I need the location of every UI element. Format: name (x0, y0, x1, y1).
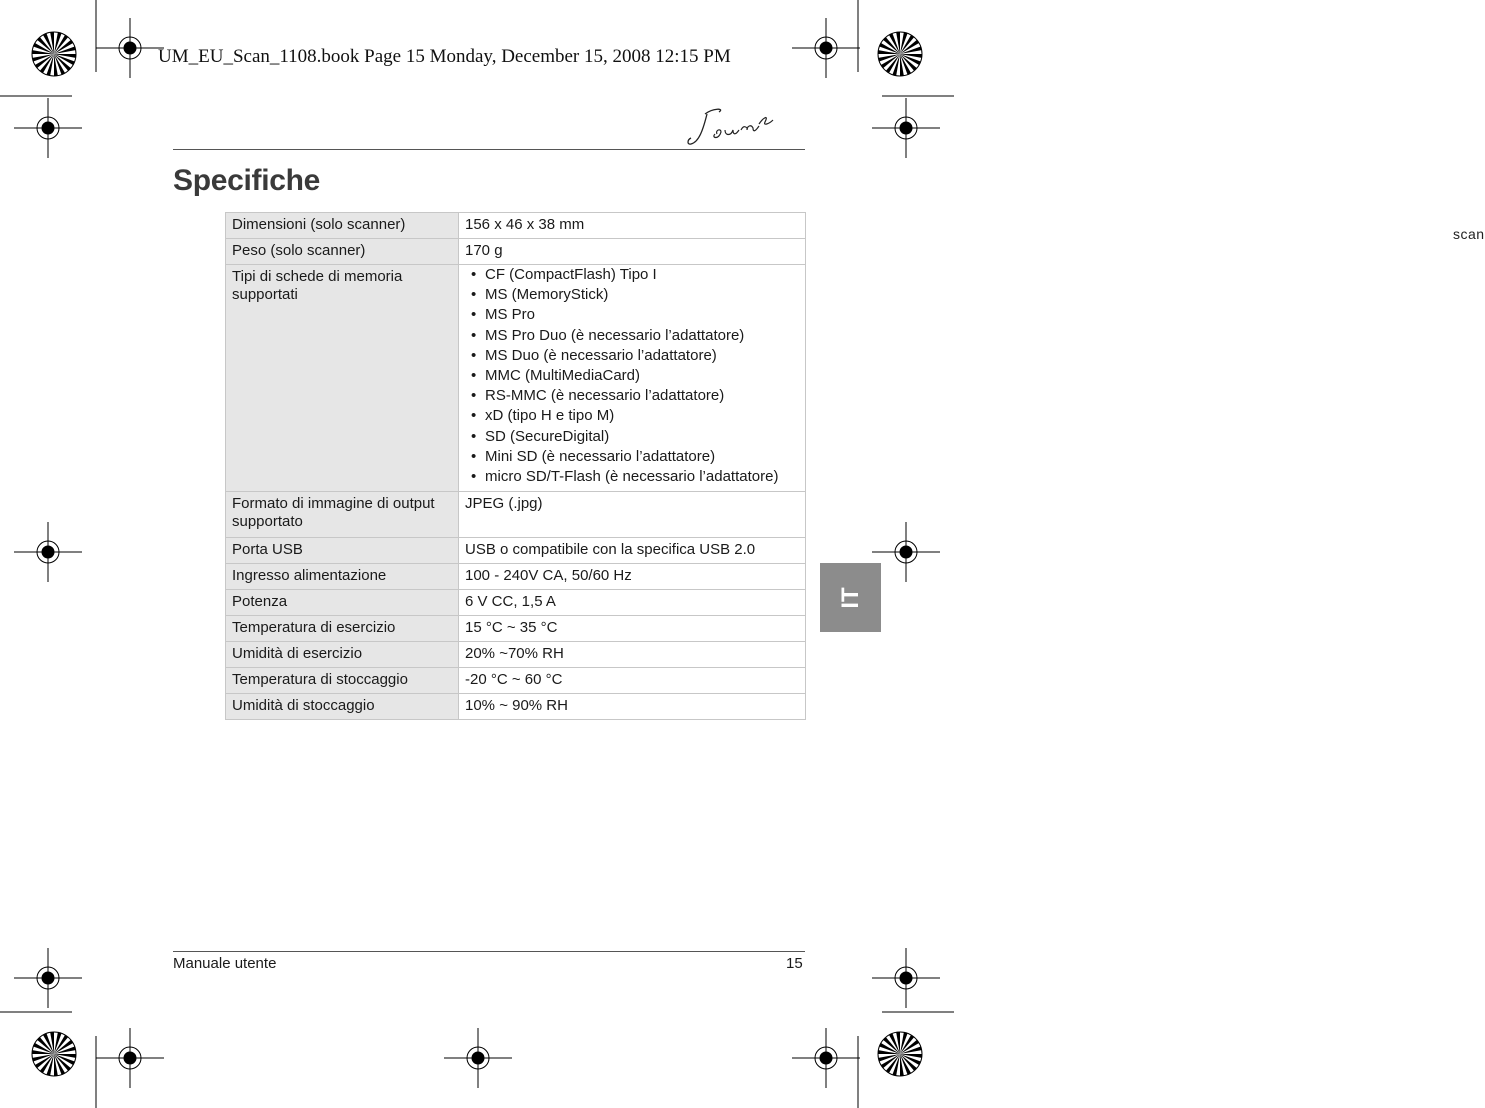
print-header-stamp: UM_EU_Scan_1108.book Page 15 Monday, December 15, 2008 12:15 PM (158, 46, 731, 67)
list-item-text: MS (MemoryStick) (485, 286, 609, 304)
spec-value: 170 g (459, 239, 806, 265)
bullet-icon: • (471, 306, 477, 324)
spec-row (226, 213, 806, 239)
spec-label: Porta USB (226, 538, 459, 564)
footer-rule (173, 951, 805, 952)
bullet-icon: • (471, 346, 477, 364)
bullet-icon: • (471, 367, 477, 385)
brand-logo (685, 100, 1485, 242)
spec-value: JPEG (.jpg) (459, 492, 806, 538)
list-item-text: RS-MMC (è necessario l’adattatore) (485, 387, 725, 405)
bullet-icon: • (471, 468, 477, 486)
list-item-text: SD (SecureDigital) (485, 427, 610, 445)
bullet-icon: • (471, 407, 477, 425)
specifications-table (225, 212, 806, 720)
spec-row (226, 616, 806, 642)
list-item-text: xD (tipo H e tipo M) (485, 407, 615, 425)
spec-row (226, 492, 806, 538)
spec-value: 100 - 240V CA, 50/60 Hz (459, 564, 806, 590)
spec-label: Dimensioni (solo scanner) (226, 213, 459, 239)
spec-label: Peso (solo scanner) (226, 239, 459, 265)
spec-row (226, 642, 806, 668)
starburst-target (878, 1032, 922, 1076)
list-item (465, 406, 799, 426)
list-item (465, 467, 799, 487)
spec-row (226, 538, 806, 564)
spec-label: Temperatura di stoccaggio (226, 668, 459, 694)
list-item-text: micro SD/T-Flash (è necessario l’adattatore) (485, 468, 779, 486)
bullet-icon: • (471, 286, 477, 304)
list-item (465, 447, 799, 467)
spec-value: -20 °C ~ 60 °C (459, 668, 806, 694)
footer-title: Manuale utente (173, 955, 277, 972)
list-item-text: Mini SD (è necessario l’adattatore) (485, 447, 716, 465)
list-item-text: MS Pro (485, 306, 536, 324)
list-item (465, 386, 799, 406)
language-tab (820, 563, 881, 632)
spec-value: 10% ~ 90% RH (459, 694, 806, 720)
page-number: 15 (786, 955, 803, 972)
list-item (465, 346, 799, 366)
starburst-target (32, 32, 76, 76)
spec-row (226, 564, 806, 590)
list-item (465, 427, 799, 447)
bullet-icon: • (471, 266, 477, 283)
spec-value: 15 °C ~ 35 °C (459, 616, 806, 642)
list-item-text: MS Duo (è necessario l’adattatore) (485, 346, 717, 364)
list-item-text: MS Pro Duo (è necessario l’adattatore) (485, 326, 745, 344)
spec-label: Formato di immagine di output supportato (226, 492, 459, 538)
starburst-target (878, 32, 922, 76)
spec-label: Umidità di stoccaggio (226, 694, 459, 720)
list-item (465, 326, 799, 346)
header-rule (173, 149, 805, 150)
spec-value: USB o compatibile con la specifica USB 2.0 (459, 538, 806, 564)
language-tab-label: IT (836, 586, 864, 609)
spec-row (226, 239, 806, 265)
page-title: Specifiche (173, 164, 321, 197)
spec-value: 6 V CC, 1,5 A (459, 590, 806, 616)
spec-row (226, 265, 806, 492)
starburst-target (32, 1032, 76, 1076)
list-item (465, 265, 799, 285)
spec-value: 156 x 46 x 38 mm (459, 213, 806, 239)
bullet-icon: • (471, 326, 477, 344)
spec-label: Potenza (226, 590, 459, 616)
spec-label: Ingresso alimentazione (226, 564, 459, 590)
spec-value (459, 265, 806, 492)
bullet-icon: • (471, 387, 477, 405)
journe-script-logo (685, 100, 775, 150)
spec-label: Tipi di schede di memoria supportati (226, 265, 459, 492)
spec-row (226, 694, 806, 720)
list-item (465, 305, 799, 325)
spec-row (226, 668, 806, 694)
spec-value: 20% ~70% RH (459, 642, 806, 668)
brand-word: scan (1453, 226, 1485, 242)
spec-label: Temperatura di esercizio (226, 616, 459, 642)
bullet-icon: • (471, 447, 477, 465)
bullet-icon: • (471, 427, 477, 445)
spec-label: Umidità di esercizio (226, 642, 459, 668)
spec-row (226, 590, 806, 616)
list-item-text: CF (CompactFlash) Tipo I (485, 266, 657, 283)
list-item (465, 285, 799, 305)
memory-card-list (465, 265, 799, 487)
list-item-text: MMC (MultiMediaCard) (485, 367, 641, 385)
list-item (465, 366, 799, 386)
